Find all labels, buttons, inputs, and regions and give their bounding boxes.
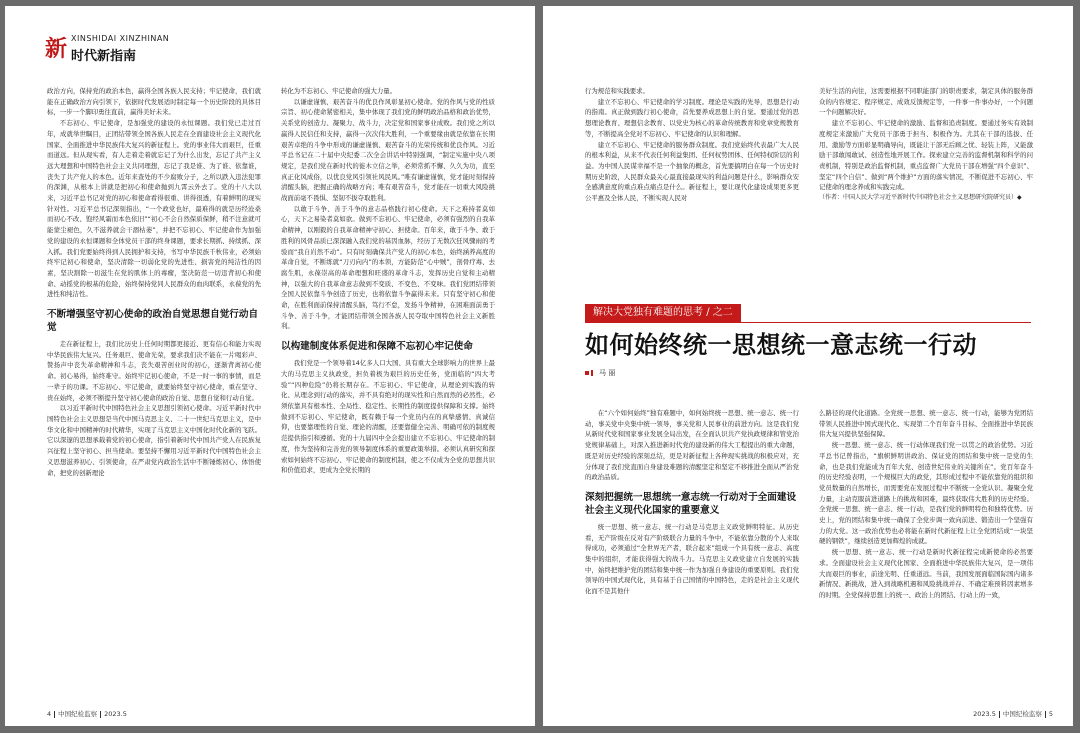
paragraph: 以谦虚谨慎、艰苦奋斗的优良作风彰显初心使命。党的作风与党的性质宗旨、初心使命紧密相关，集中体现了我们党的鲜明政治品格和政治优势，关系党的创造力、凝聚力、战斗力，决定党和国家事业成败。我们党之所以赢得人民信任和支持，赢得一次次伟大胜利，一个重要缘由就是依靠在长期艰苦卓绝的斗争中形成的谦虚谨慎、艰苦奋斗的光荣传统和优良作风。习近平总书记在二十届中央纪委二次全会讲话中特别强调，“制定实施中央八项规定，是我们党在新时代的徙木立信之举，必须常抓不懈、久久为功，直至真正化风成俗，以优良党风引领社风民风。”唯有谦虚谨慎，党才能时刻保持清醒头脑，把握正确的战略方向；唯有艰苦奋斗，党才能在一切重大风险挑战面前毫不畏惧、坚韧不拔夺取胜利。 [281,97,495,203]
paragraph: 么路径的现代化道路。全党统一思想、统一意志、统一行动，能够为党团结带领人民推进中国式现代化、实现第二个百年奋斗目标、全面推进中华民族伟大复兴提供坚强保障。 [819,409,1033,439]
subheading: 深刻把握统一思想统一意志统一行动对于全面建设社会主义现代化国家的重要意义 [585,491,797,516]
issue-number: 2023.5 [973,710,996,718]
paragraph: 在“六个如何始终”独有难题中，如何始终统一思想、统一意志、统一行动，事关党中央集中统一领导，事关党和人民事业的前进方向。这是我们党从新时代党和国家事业发展全局出发，在全面认识共产党执政规律和管党治党规律基础上，对深入推进新时代党的建设新的伟大工程提出的重大命题，既是对历史经验的深刻总结，更是对新征程上各种现实挑战的积极应对，充分体现了我们党直面自身建设难题的清醒坚定和坚定不移推进全面从严治党的政治品质。 [585,409,799,482]
right-page-column-4 [819,408,1033,702]
page-number: 4 [47,710,52,718]
article-title: 如何始终统一思想统一意志统一行动 [585,331,977,359]
left-page-column-2 [281,86,495,704]
left-page [5,6,535,726]
paragraph: 统一思想、统一意志、统一行动是新时代新征程完成新使命的必然要求。全面建设社会主义现代化国家、全面推进中华民族伟大复兴，是一项伟大而艰巨的事业，前途光明、任重道远。当前，我国发展面临国际国内诸多新情况、新挑战，进入到战略机遇和风险挑战并存、不确定难预料因素增多的时期。全党保持思想上的统一、政治上的团结、行动上的一致， [819,548,1033,599]
paragraph: 以习近平新时代中国特色社会主义思想引领初心使命。习近平新时代中国特色社会主义思想是当代中国马克思主义、二十一世纪马克思主义，是中华文化和中国精神的时代精华，实现了马克思主义中国化时代化新的飞跃。它以深邃的思想承载着党的初心使命，指引着新时代中国共产党人在民族复兴征程上坚守初心、担当使命。要坚持不懈用习近平新时代中国特色社会主义思想滋养初心、引领使命，在严肃党内政治生活中不断锤炼初心、体悟使命，把党的创新理论 [47,404,261,477]
paragraph: 政治方向，保持党的政治本色，赢得全国各族人民支持；牢记使命，我们就能在正确政治方向引领下，依据时代发展适时制定每一个历史阶段的具体目标，一步一个脚印勇往直前，赢得美好未来。 [47,87,261,117]
author-affiliation: （作者：中国人民大学习近平新时代中国特色社会主义思想研究院研究员） [819,194,1018,202]
banner-divider [585,322,1031,323]
right-page-column-2 [819,86,1033,298]
left-page-column-1 [47,86,261,704]
paragraph: 建立不忘初心、牢记使命的激励、监督和追责制度。要通过务实有效制度规定来激励广大党员干部勇于担当、积极作为。尤其在干部的选拔、任用、激励等方面彰显明确导向，既能让干部无后顾之忧、轻装上阵，又能激励干部敢闯敢试、创造性地开展工作。探索建立完善的监督机制和科学的问责机制，特别是政治监督机制，重点监督广大党员干部在增强“四个意识”、坚定“四个自信”、做到“两个维护”方面的落实情况，不断促进不忘初心、牢记使命的理念养成和实践完成。 [819,119,1033,192]
section-name-english: XINSHIDAI XINZHINAN [71,34,170,43]
right-page-column-1 [585,86,799,298]
author-name: 马 丽 [599,369,616,377]
paragraph: 统一思想、统一意志、统一行动体现我们党一以贯之的政治优势。习近平总书记曾指出，“旗帜鲜明讲政治、保证党的团结和集中统一是党的生命，也是我们党能成为百年大党、创造世纪伟业的关键所在”。党百年奋斗的历史经验表明，一个规模巨大的政党，其形成过程中不能依靠党的组织和党员数量的自然增长，而需要党在发展过程中不断统一全党认识、凝聚全党力量，主动克服前进道路上的挑战和困难，最终获取伟大胜利的历史经验。全党统一思想、统一意志、统一行动，是我们党的鲜明特色和独特优势。历史上，党的团结和集中统一确保了全党步调一致向前进、锻造出一个坚强有力的大党。这一政治优势也必将能在新时代新征程上让全党团结成“一块坚硬的钢铁”，继续创造更加辉煌的成就。 [819,441,1033,546]
subheading: 以构建制度体系促进和保障不忘初心牢记使命 [281,341,473,353]
page-number: 5 [1048,710,1053,718]
paragraph: 我们党是一个领导着14亿多人口大国、具有重大全球影响力的世界上最大的马克思主义执政党，担负着极为艰巨的历史任务，党面临的“四大考验”“四种危险”仍将长期存在。不忘初心、牢记使命，从理论到实践的转化、从理念到行动的落实，并不具有绝对的现实性和自然而然的必然性，必须依靠具有根本性、全局性、稳定性、长期性的制度提供保障和支撑。始终做到不忘初心、牢记使命，既有赖于每一个党员内在的真挚感情、真诚信仰，也要靠理性的自觉、理论的清醒，还要靠健全完善、明确可依的制度规范提供指引和遵循。党的十九届四中全会提出建立不忘初心、牢记使命的制度，作为坚持和完善党的领导制度体系的重要政策举措。必须认真研究和探索如何始终不忘初心、牢记使命的制度机制，使之不仅成为全党的思想共识和价值追求，更成为全党长期的 [281,359,495,475]
author-note [819,193,1033,204]
paragraph: 以敢于斗争、善于斗争的意志品格践行初心使命。天下之难持者莫如心，天下之易染者莫如欲。做到不忘初心、牢记使命，必须有强烈的自我革命精神，以刚毅的自我革命精神守初心、担使命。百年来，敢于斗争、敢于胜利的风骨品质已深深融入我们党的基因血脉，经历了无数次狂风骤雨的考验而“我自岿然不动”。只有时刻确保共产党人的初心本色，始终涵养高度的革命自觉，不断练就“刀刃向内”的本领，方能防范“心中贼”，剖骨疗毒、去腐生肌，永葆崇高的革命理想和旺盛的革命斗志，发挥历史自觉和主动精神，以强大的自我革命意志做到不变质、不变色、不变味。我们党团结带领全国人民依靠斗争创造了历史，也将依靠斗争赢得未来。只有坚守初心和使命，在胜利面前保持清醒头脑，笃行不怠，发扬斗争精神，在困难面前勇于斗争、善于斗争，才能团结带领全国各族人民夺取中国特色社会主义新胜利。 [281,204,495,331]
paragraph: 建立不忘初心、牢记使命的服务群众制度。我们党始终代表最广大人民的根本利益，从来不代表任何利益集团、任何权势团体、任何特权阶层的利益。为中国人民谋幸福不是一个抽象的概念，首先要搞明白在每一个历史时期历史阶段，人民群众最关心最直接最现实的利益问题是什么，影响群众安全感满意度的重点难点痛点是什么。新征程上，要让现代化建设成果更多更公平惠及全体人民，不断实现人民对 [585,140,799,203]
page-footer [973,709,1053,718]
journal-name: 中国纪检监察 [58,710,98,718]
paragraph: 统一思想、统一意志、统一行动是马克思主义政党鲜明特征。从历史看，无产阶级在反对有产阶级联合力量的斗争中，不能依靠分散的个人来取得成功，必须通过“全世界无产者，联合起来”组成一个具有统一意志、高度集中的组织，才能获得强大的战斗力。马克思主义政党建立自发展的实践中，始终把维护党的团结和集中统一作为加强自身建设的重要原则。我们党领导的中国式现代化，具有基于自己国情的中国特色，走的是社会主义现代化而不是其他什 [585,522,799,596]
author-bar-icon [591,370,593,376]
paragraph: 不忘初心、牢记使命，是加强党的建设的永恒课题。我们党已走过百年，成就举世瞩目，正团结带领全国各族人民走在全面建设社会主义现代化国家、全面推进中华民族伟大复兴的新征程上。党的事业伟大而艰巨，任重而道远。但从现实看，有人走着走着就忘记了为什么出发，忘记了共产主义远大理想和中国特色社会主义共同理想，忘记了我是谁、为了谁、依靠谁，丧失了共产党人的本色。近年来查处的不少腐败分子，之所以跌入违法犯罪的深渊，从根本上讲就是把初心和使命抛到九霄云外去了。党的十八大以来，习近平总书记对党的初心和使命看得很重、讲得很透，有着鲜明的现实针对性。习近平总书记深刻指出，“一个政党也好，最难得的就是历经沧桑而初心不改、饱经风霜而本色依旧”“初心不会自然保质保鲜，稍不注意就可能蒙尘褪色，久不滋养就会干涸枯萎”，并把不忘初心、牢记使命作为加强党的建设的永恒课题和全体党员干部的终身课题，要求长期抓、持续抓、深入抓。我们党要始终得到人民拥护和支持，书写中华民族千秋伟业，必须始终牢记初心和使命，坚决清除一切弱化党的先进性、损害党的纯洁性的因素，坚决割除一切滋生在党的肌体上的毒瘤，坚决防范一切违背初心和使命、动摇党的根基的危险，始终保持党同人民群众的血肉联系，永葆党的先进性和纯洁性。 [47,119,261,299]
page-footer [47,709,127,718]
paragraph: 建立不忘初心、牢记使命的学习制度。理论是实践的先导，思想是行动的指南。真正做到践行初心使命，首先要养成思想上的自觉。要通过党的思想理论教育、理想信念教育、以党史为核心的革命传统教育和党章党规教育等，不断提高全党对不忘初心、牢记使命的认识和理解。 [585,97,799,138]
paragraph: 走在新征程上，我们比历史上任何时期都更接近、更有信心和能力实现中华民族伟大复兴。任务艰巨、使命光荣，要求我们决不能在一片喝彩声、赞扬声中丧失革命精神和斗志，丧失艰苦创业时的初心，逐渐背离初心使命。初心易得，始终难守。始终牢记初心使命，不是一时一事的事情，而是一辈子的功课。不忘初心、牢记使命，就要始终坚守初心使命，重在坚守、贵在始终，必须不断提升坚守初心使命的政治自觉、思想自觉和行动自觉。 [47,340,261,402]
journal-name: 中国纪检监察 [1002,710,1042,718]
series-banner: 解决大党独有难题的思考 / 之二 [585,304,741,322]
right-page [543,6,1073,726]
series-number: 之二 [712,307,733,318]
article-author [585,368,615,378]
section-name-chinese: 时代新指南 [71,49,137,64]
series-name: 解决大党独有难题的思考 [593,307,703,318]
paragraph: 行为规范和实践要求。 [585,87,649,95]
author-bullet-icon [585,371,589,375]
section-logo-mark: 新 [45,36,68,62]
end-mark: ◆ [1017,194,1022,202]
subheading: 不断增强坚守初心使命的政治自觉思想自觉行动自觉 [47,309,259,334]
paragraph: 美好生活的向往，这需要根据不同职能部门的职责要求，制定具体的服务群众的内容规定、程序规定、成效反馈规定等，一件事一件事办好，一个问题一个问题解决好。 [819,87,1033,117]
paragraph: 转化为不忘初心、牢记使命的强大力量。 [281,87,397,95]
right-page-column-3 [585,408,799,702]
issue-number: 2023.5 [104,710,127,718]
